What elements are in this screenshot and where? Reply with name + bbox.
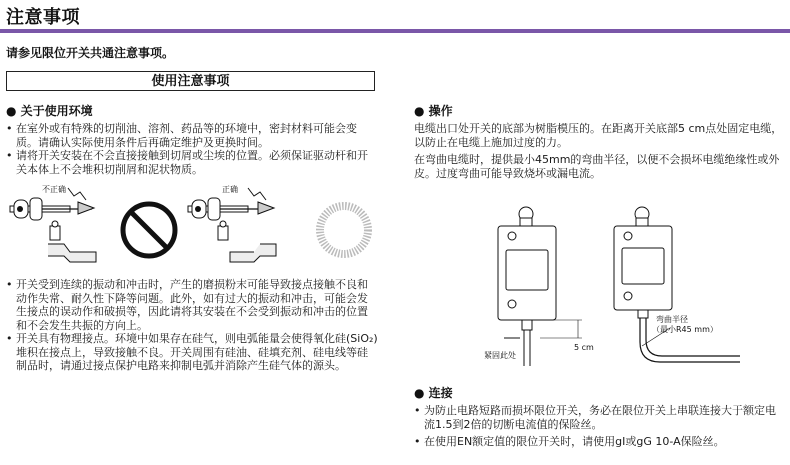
operation-heading: ● 操作 [414,104,453,118]
environment-list [6,122,378,176]
operation-paragraph: 在弯曲电缆时，提供最小45mm的弯曲半径，以便不会损坏电缆绝缘性或外皮。过度弯曲可能导致烧坏或漏电流。 [414,153,780,180]
cable-figure [470,200,750,370]
right-label: 正确 [222,185,238,194]
list-item: • 开关受到连续的振动和冲击时，产生的磨损粉末可能导致接点接触不良和动作失常、耐久性下降等问题。此外，如有过大的振动和冲击，可能会发生接点的误动作和破损等，因此请将其安装在不会受到振动和冲击的位置和不会发生共振的方向上。 [6,278,368,332]
fix-label: 紧固此处 [484,351,516,360]
switch-bent-cable [614,207,740,362]
usage-precautions-heading: 使用注意事项 [6,71,375,91]
list-item: • 在使用EN额定值的限位开关时，请使用gI或gG 10-A保险丝。 [414,435,725,448]
list-item: • 开关具有物理接点。环境中如果存在硅气，则电弧能量会使得氧化硅(SiO₂)堆积在接点上，导致接触不良。开关周围有硅油、硅填充剂、硅电线等硅制品时，请通过接点保护电路来抑制电弧并消除产生硅气体的源头。 [6,332,378,372]
installation-figure [8,182,380,274]
switch-straight-cable [484,207,594,366]
wrong-installation-diagram [10,184,96,262]
environment-heading: ● 关于使用环境 [6,104,93,118]
connection-heading: ● 连接 [414,386,453,400]
operation-paragraph: 电缆出口处开关的底部为树脂模压的。在距离开关底部5 cm点处固定电缆，以防止在电缆上施加过度的力。 [414,122,783,149]
bend-radius-label: 弯曲半径 [656,315,688,324]
ok-icon [320,206,368,254]
list-item: • 在室外或有特殊的切削油、溶剂、药品等的环境中，密封材料可能会变质。请确认实际使用条件后再确定维护及更换时间。 [6,122,357,149]
environment-list-2 [6,278,378,373]
distance-label: 5 cm [574,343,594,352]
title-rule [0,29,790,33]
intro-text: 请参见限位开关共通注意事项。 [6,46,175,60]
list-item: • 请将开关安装在不会直接接触到切屑或尘埃的位置。必须保证驱动杆和开关本体上不会堆积切削屑和泥状物质。 [6,149,368,176]
operation-text [414,122,786,180]
prohibited-icon [123,204,175,256]
page-title: 注意事项 [6,7,80,28]
bend-radius-min-label: （最小R45 mm） [652,325,718,334]
correct-installation-diagram [188,184,276,262]
connection-list [414,404,786,449]
wrong-label: 不正确 [42,185,66,194]
list-item: • 为防止电路短路而损坏限位开关，务必在限位开关上串联连接大于额定电流1.5到2倍的切断电流值的保险丝。 [414,404,776,431]
